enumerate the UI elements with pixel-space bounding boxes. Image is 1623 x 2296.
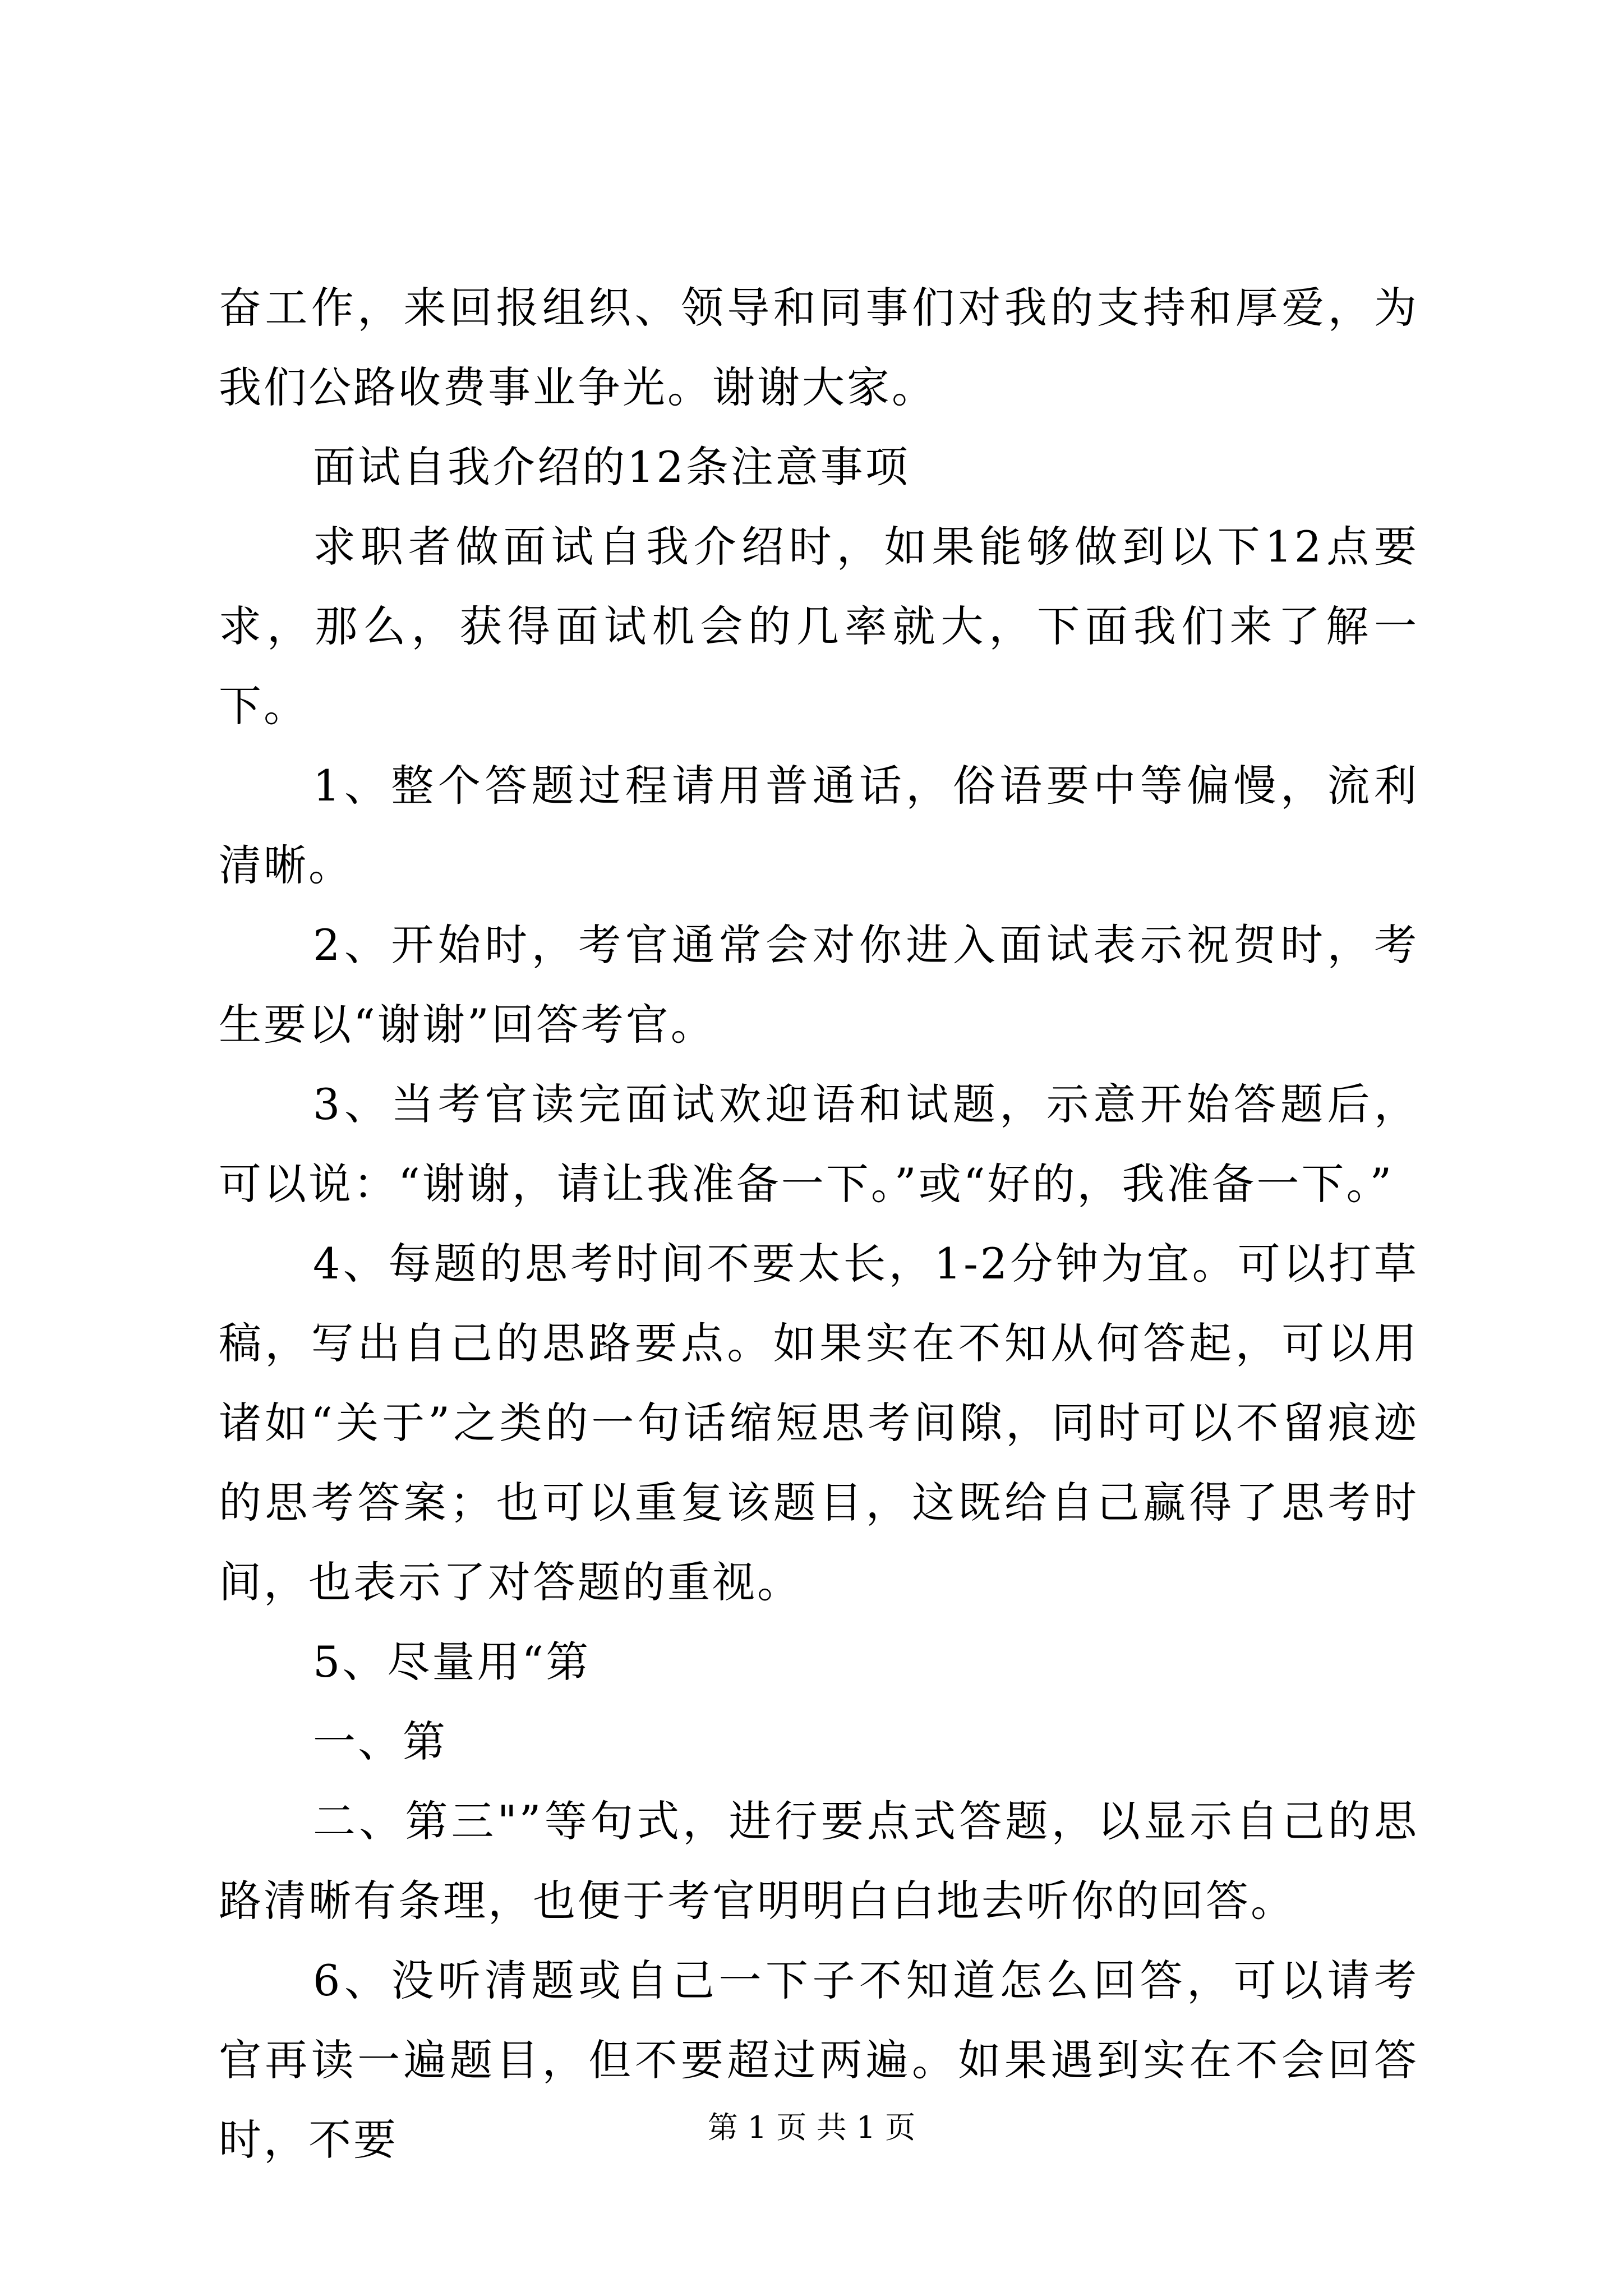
paragraph-8: 5、尽量用“第: [313, 1637, 591, 1687]
paragraph-9: 一、第: [313, 1717, 448, 1766]
document-body: [219, 268, 1419, 2180]
paragraph-2-heading: 面试自我介绍的12条注意事项: [313, 442, 910, 492]
paragraph-11: 6、没听清题或自己一下子不知道怎么回答，可以请考官再读一遍题目，但不要超过两遍。如果遇到实在不会回答时，不要: [219, 1955, 1419, 2165]
paragraph-7: 4、每题的思考时间不要太长，1-2分钟为宜。可以打草稿，写出自己的思路要点。如果实在不知从何答起，可以用诸如“关于”之类的一句话缩短思考间隙，同时可以不留痕迹的思考答案；也可以重复该题目，这既给自己赢得了思考时间，也表示了对答题的重视。: [219, 1239, 1419, 1607]
paragraph-4: 1、整个答题过程请用普通话，俗语要中等偏慢，流利清晰。: [219, 761, 1419, 890]
paragraph-10: 二、第三"”等句式，进行要点式答题，以显示自己的思路清晰有条理，也便于考官明明白白地去听你的回答。: [219, 1796, 1419, 1926]
page-footer: 第 1 页 共 1 页: [707, 2110, 916, 2145]
paragraph-6: 3、当考官读完面试欢迎语和试题，示意开始答题后，可以说：“谢谢，请让我准备一下。”或“好的，我准备一下。”: [219, 1079, 1419, 1209]
paragraph-1: 奋工作，来回报组织、领导和同事们对我的支持和厚爱，为我们公路收费事业争光。谢谢大家。: [219, 283, 1419, 412]
paragraph-3: 求职者做面试自我介绍时，如果能够做到以下12点要求，那么，获得面试机会的几率就大，下面我们来了解一下。: [219, 522, 1419, 731]
paragraph-5: 2、开始时，考官通常会对你进入面试表示祝贺时，考生要以“谢谢”回答考官。: [219, 920, 1419, 1050]
